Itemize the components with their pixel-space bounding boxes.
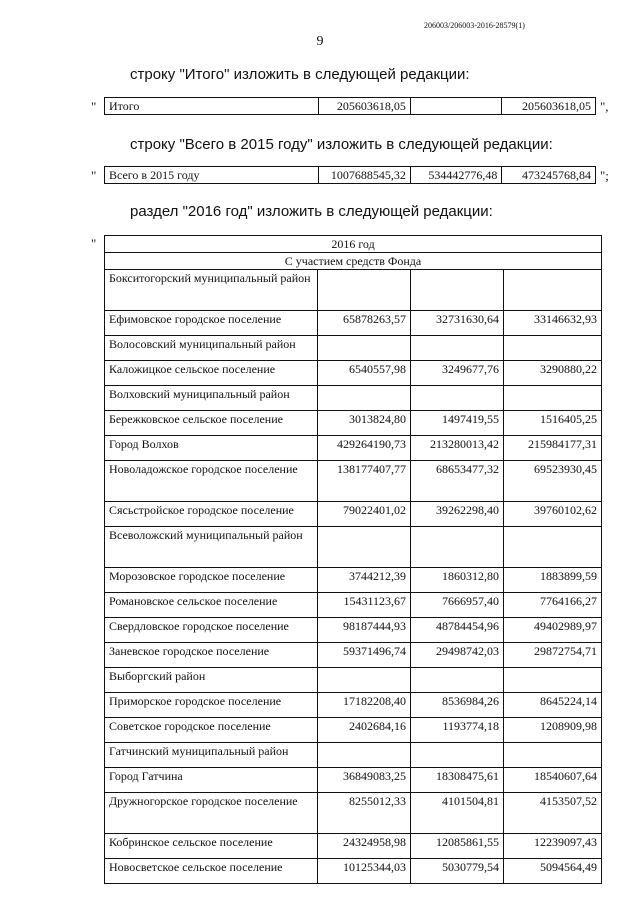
- row-value-cell: [504, 270, 602, 311]
- row-value-cell: 98187444,93: [318, 618, 411, 643]
- row-name-cell: Свердловское городское поселение: [105, 618, 318, 643]
- close-quote-vsego: ";: [600, 168, 609, 183]
- row-name-cell: Морозовское городское поселение: [105, 568, 318, 593]
- close-quote-itogo: ",: [600, 99, 609, 114]
- row-value-cell: 8536984,26: [411, 693, 504, 718]
- table-row: [105, 436, 602, 461]
- table-row: [105, 693, 602, 718]
- row-value-cell: 39760102,62: [504, 502, 602, 527]
- row-name-cell: Новоладожское городское поселение: [105, 461, 318, 502]
- row-name-cell: Выборгский район: [105, 668, 318, 693]
- vsego-value-1: 1007688545,32: [319, 167, 411, 184]
- vsego-value-3: 473245768,84: [502, 167, 596, 184]
- table-row: [105, 593, 602, 618]
- paragraph-vsego: строку "Всего в 2015 году" изложить в следующей редакции:: [130, 136, 553, 153]
- row-name-cell: Бокситогорский муниципальный район: [105, 270, 318, 311]
- row-value-cell: 3744212,39: [318, 568, 411, 593]
- vsego-value-2: 534442776,48: [410, 167, 502, 184]
- row-value-cell: 8645224,14: [504, 693, 602, 718]
- row-value-cell: 17182208,40: [318, 693, 411, 718]
- row-value-cell: [318, 668, 411, 693]
- row-value-cell: 33146632,93: [504, 311, 602, 336]
- table-row: [105, 527, 602, 568]
- vsego-label: Всего в 2015 году: [105, 167, 319, 184]
- row-value-cell: 65878263,57: [318, 311, 411, 336]
- table-row: [105, 743, 602, 768]
- paragraph-itogo: строку "Итого" изложить в следующей редакции:: [130, 66, 470, 83]
- row-value-cell: 59371496,74: [318, 643, 411, 668]
- row-name-cell: Всеволожский муниципальный район: [105, 527, 318, 568]
- row-value-cell: [411, 336, 504, 361]
- itogo-value-3: 205603618,05: [502, 98, 596, 115]
- row-value-cell: [411, 527, 504, 568]
- row-value-cell: 29872754,71: [504, 643, 602, 668]
- table-row: [105, 502, 602, 527]
- row-name-cell: Советское городское поселение: [105, 718, 318, 743]
- itogo-value-1: 205603618,05: [319, 98, 411, 115]
- row-name-cell: Заневское городское поселение: [105, 643, 318, 668]
- row-value-cell: 8255012,33: [318, 793, 411, 834]
- open-quote-vsego: ": [91, 168, 97, 183]
- row-value-cell: 10125344,03: [318, 859, 411, 884]
- table-row: [105, 336, 602, 361]
- table-row: [105, 859, 602, 884]
- row-value-cell: [318, 270, 411, 311]
- row-value-cell: 213280013,42: [411, 436, 504, 461]
- row-value-cell: [504, 743, 602, 768]
- row-value-cell: 3290880,22: [504, 361, 602, 386]
- table-row: [105, 793, 602, 834]
- row-value-cell: 1497419,55: [411, 411, 504, 436]
- page-number: 9: [316, 34, 324, 49]
- row-value-cell: 429264190,73: [318, 436, 411, 461]
- row-value-cell: [504, 668, 602, 693]
- row-name-cell: Город Волхов: [105, 436, 318, 461]
- row-value-cell: 2402684,16: [318, 718, 411, 743]
- table-row: [105, 643, 602, 668]
- row-name-cell: Волховский муниципальный район: [105, 386, 318, 411]
- itogo-row: [104, 97, 596, 115]
- row-value-cell: [411, 386, 504, 411]
- row-name-cell: Ефимовское городское поселение: [105, 311, 318, 336]
- row-value-cell: 79022401,02: [318, 502, 411, 527]
- table-row: [105, 270, 602, 311]
- row-name-cell: Романовское сельское поселение: [105, 593, 318, 618]
- row-value-cell: 7764166,27: [504, 593, 602, 618]
- row-name-cell: Приморское городское поселение: [105, 693, 318, 718]
- row-value-cell: 4153507,52: [504, 793, 602, 834]
- section-2016-table: [104, 235, 602, 884]
- row-value-cell: 6540557,98: [318, 361, 411, 386]
- table-title: 2016 год: [105, 236, 602, 253]
- itogo-label: Итого: [105, 98, 319, 115]
- row-value-cell: 3249677,76: [411, 361, 504, 386]
- row-value-cell: 36849083,25: [318, 768, 411, 793]
- row-value-cell: [318, 336, 411, 361]
- table-row: [105, 618, 602, 643]
- row-value-cell: 3013824,80: [318, 411, 411, 436]
- row-value-cell: 1208909,98: [504, 718, 602, 743]
- row-value-cell: 4101504,81: [411, 793, 504, 834]
- row-value-cell: 29498742,03: [411, 643, 504, 668]
- row-name-cell: Каложицкое сельское поселение: [105, 361, 318, 386]
- row-value-cell: 1883899,59: [504, 568, 602, 593]
- row-value-cell: [411, 743, 504, 768]
- row-value-cell: 15431123,67: [318, 593, 411, 618]
- row-value-cell: 69523930,45: [504, 461, 602, 502]
- row-value-cell: 32731630,64: [411, 311, 504, 336]
- row-value-cell: 18540607,64: [504, 768, 602, 793]
- row-name-cell: Дружногорское городское поселение: [105, 793, 318, 834]
- row-value-cell: [504, 386, 602, 411]
- row-name-cell: Волосовский муниципальный район: [105, 336, 318, 361]
- row-value-cell: [411, 270, 504, 311]
- row-value-cell: [318, 386, 411, 411]
- row-name-cell: Гатчинский муниципальный район: [105, 743, 318, 768]
- paragraph-razdel-2016: раздел "2016 год" изложить в следующей редакции:: [130, 203, 493, 220]
- row-value-cell: 39262298,40: [411, 502, 504, 527]
- table-row: [105, 361, 602, 386]
- row-value-cell: 24324958,98: [318, 834, 411, 859]
- table-row: [105, 718, 602, 743]
- table-subtitle: С участием средств Фонда: [105, 253, 602, 270]
- row-value-cell: 1516405,25: [504, 411, 602, 436]
- row-value-cell: 48784454,96: [411, 618, 504, 643]
- row-value-cell: 18308475,61: [411, 768, 504, 793]
- row-value-cell: 138177407,77: [318, 461, 411, 502]
- row-value-cell: [411, 668, 504, 693]
- row-value-cell: 215984177,31: [504, 436, 602, 461]
- table-row: [105, 834, 602, 859]
- row-value-cell: 1193774,18: [411, 718, 504, 743]
- row-value-cell: 49402989,97: [504, 618, 602, 643]
- row-value-cell: [318, 743, 411, 768]
- row-value-cell: [504, 336, 602, 361]
- table-row: [105, 568, 602, 593]
- row-value-cell: 12085861,55: [411, 834, 504, 859]
- row-value-cell: [504, 527, 602, 568]
- open-quote-table: ": [91, 236, 97, 251]
- row-name-cell: Сясьстройское городское поселение: [105, 502, 318, 527]
- table-row: [105, 311, 602, 336]
- row-name-cell: Новосветское сельское поселение: [105, 859, 318, 884]
- row-value-cell: 68653477,32: [411, 461, 504, 502]
- row-name-cell: Бережковское сельское поселение: [105, 411, 318, 436]
- vsego-row: [104, 166, 596, 184]
- row-value-cell: [318, 527, 411, 568]
- row-name-cell: Город Гатчина: [105, 768, 318, 793]
- open-quote-itogo: ": [91, 99, 97, 114]
- table-row: [105, 461, 602, 502]
- table-row: [105, 386, 602, 411]
- table-row: [105, 668, 602, 693]
- row-value-cell: 7666957,40: [411, 593, 504, 618]
- document-number: 206003/206003-2016-28579(1): [424, 21, 525, 30]
- row-value-cell: 12239097,43: [504, 834, 602, 859]
- row-value-cell: 1860312,80: [411, 568, 504, 593]
- table-row: [105, 411, 602, 436]
- row-value-cell: 5094564,49: [504, 859, 602, 884]
- table-row: [105, 768, 602, 793]
- row-value-cell: 5030779,54: [411, 859, 504, 884]
- itogo-value-2: [410, 98, 502, 115]
- row-name-cell: Кобринское сельское поселение: [105, 834, 318, 859]
